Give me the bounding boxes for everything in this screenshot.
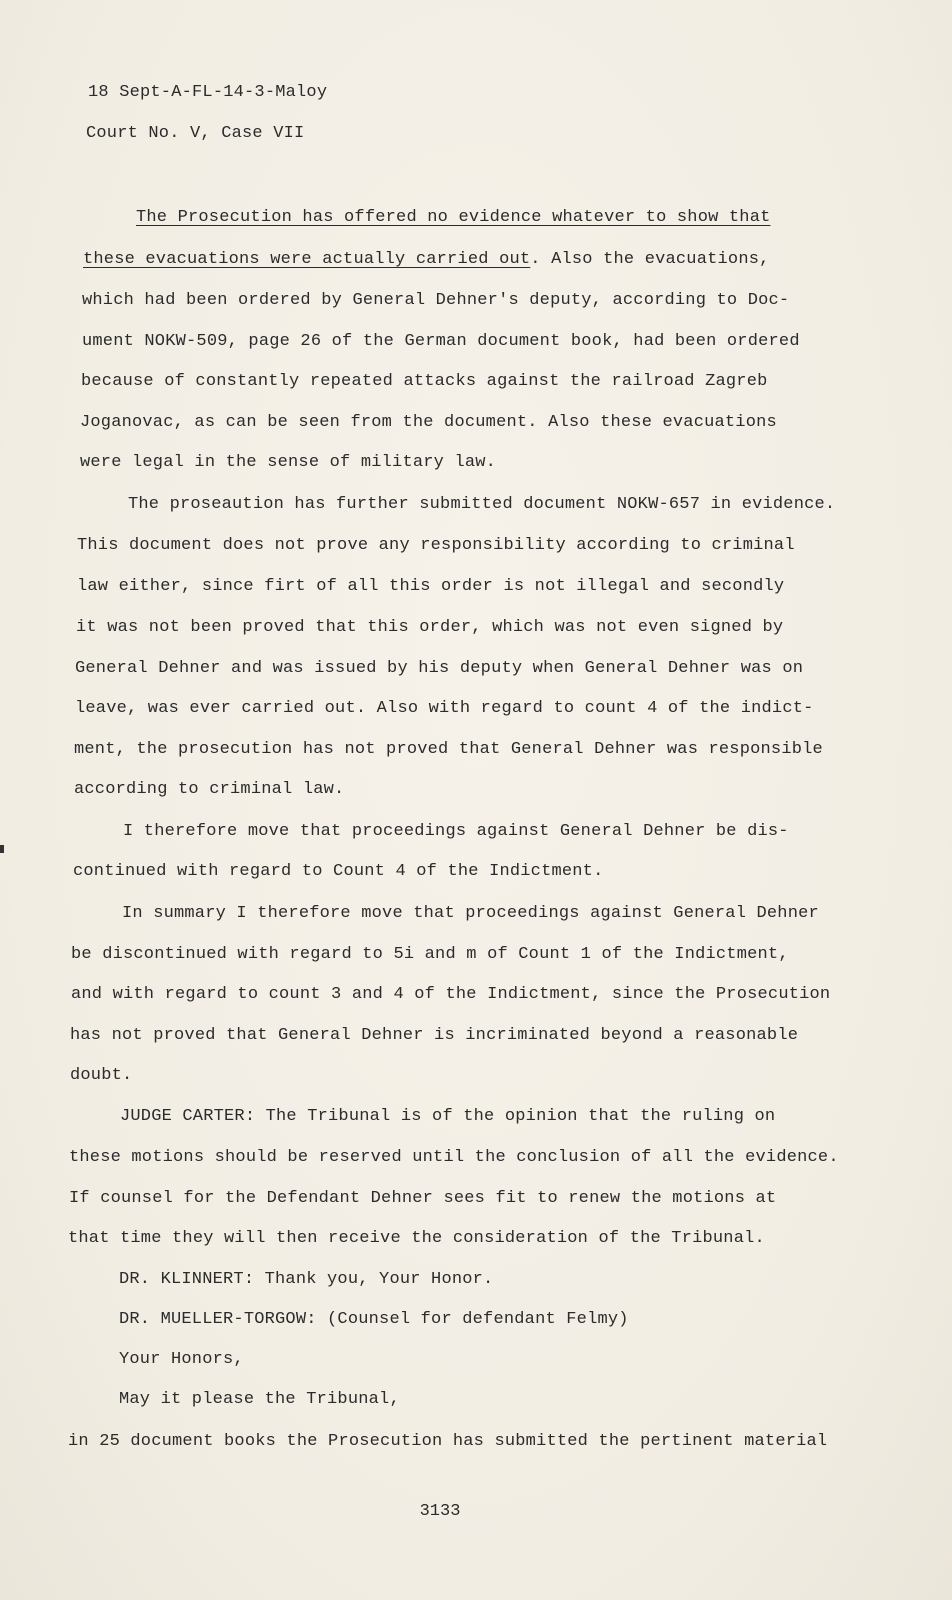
text-line-30: May it please the Tribunal, — [119, 1390, 400, 1409]
text-line-18: In summary I therefore move that proceedings against General Dehner — [122, 904, 819, 923]
text-line-28: DR. MUELLER-TORGOW: (Counsel for defendant Felmy) — [119, 1310, 629, 1329]
header-reference: 18 Sept-A-FL-14-3-Maloy — [88, 83, 328, 102]
page-number: 3133 — [419, 1502, 461, 1521]
text-line-19: be discontinued with regard to 5i and m of Count 1 of the Indictment, — [71, 945, 789, 964]
margin-mark — [0, 845, 4, 853]
text-line-6: Joganovac, as can be seen from the document. Also these evacuations — [80, 413, 777, 432]
text-line-10: law either, since firt of all this order is not illegal and secondly — [77, 577, 785, 596]
text-line-26: that time they will then receive the consideration of the Tribunal. — [68, 1229, 765, 1248]
text-line-5: because of constantly repeated attacks against the railroad Zagreb — [81, 372, 768, 391]
text-line-12: General Dehner and was issued by his deputy when General Dehner was on — [75, 659, 804, 678]
text-line-16: I therefore move that proceedings against General Dehner be dis- — [123, 822, 789, 841]
text-line-25: If counsel for the Defendant Dehner sees fit to renew the motions at — [69, 1189, 777, 1208]
text-line-9: This document does not prove any responsibility according to criminal — [77, 536, 795, 555]
header-court: Court No. V, Case VII — [86, 124, 305, 143]
text-line-3: which had been ordered by General Dehner's deputy, according to Doc- — [82, 291, 790, 310]
text-line-21: has not proved that General Dehner is incriminated beyond a reasonable — [70, 1026, 799, 1045]
text-line-13: leave, was ever carried out. Also with regard to count 4 of the indict- — [75, 699, 814, 718]
text-line-23: JUDGE CARTER: The Tribunal is of the opinion that the ruling on — [120, 1107, 776, 1126]
text-line-2 — [83, 250, 770, 270]
text-line-22: doubt. — [70, 1066, 133, 1085]
text-line-24: these motions should be reserved until the conclusion of all the evidence. — [69, 1148, 839, 1167]
underlined-phrase: these evacuations were actually carried out — [83, 250, 531, 269]
text-line-4: ument NOKW-509, page 26 of the German document book, had been ordered — [82, 332, 800, 351]
text-line-17: continued with regard to Count 4 of the Indictment. — [73, 862, 604, 881]
text-line-2-rest: . Also the evacuations, — [530, 250, 770, 269]
text-line-27: DR. KLINNERT: Thank you, Your Honor. — [119, 1270, 494, 1289]
text-line-14: ment, the prosecution has not proved that General Dehner was responsible — [74, 740, 823, 759]
text-line-11: it was not been proved that this order, which was not even signed by — [76, 618, 784, 637]
text-line-7: were legal in the sense of military law. — [80, 453, 497, 472]
text-line-1: The Prosecution has offered no evidence whatever to show that — [136, 208, 771, 227]
text-line-29: Your Honors, — [119, 1350, 244, 1369]
text-line-15: according to criminal law. — [74, 780, 345, 799]
text-line-8: The proseaution has further submitted document NOKW-657 in evidence. — [128, 495, 836, 514]
text-line-20: and with regard to count 3 and 4 of the Indictment, since the Prosecution — [71, 985, 831, 1004]
text-line-31: in 25 document books the Prosecution has submitted the pertinent material — [68, 1432, 828, 1451]
